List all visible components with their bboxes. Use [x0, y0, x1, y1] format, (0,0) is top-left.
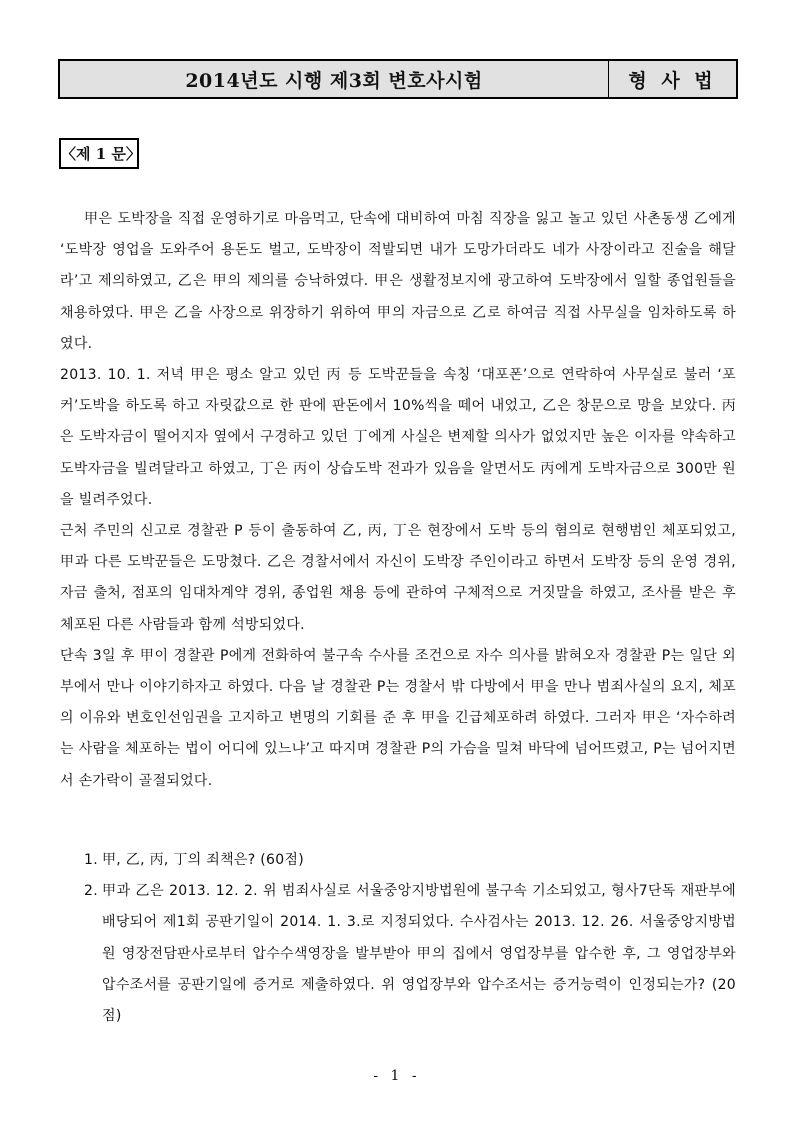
question-number-tag: 〈제 1 문〉	[59, 138, 139, 169]
question-number: 2.	[84, 883, 98, 900]
case-facts	[60, 204, 736, 797]
paragraph: 단속 3일 후 甲이 경찰관 P에게 전화하여 불구속 수사를 조건으로 자수 의사를 밝혀오자 경찰관 P는 일단 외부에서 만나 이야기하자고 하였다. 다음 날 경찰관 P는 경찰서 밖 다방에서 甲을 만나 범죄사실의 요지, 체포의 이유와 변호인선임권을 고지하고 변명의 기회를 준 후 甲을 긴급체포하려 하였다. 그러자 甲은 ‘자수하려는 사람을 체포하는 법이 어디에 있느냐’고 따지며 경찰관 P의 가슴을 밀쳐 바닥에 넘어뜨렸고, P는 넘어지면서 손가락이 골절되었다.	[60, 647, 736, 789]
exam-title: 2014년도 시행 제3회 변호사시험	[60, 61, 609, 97]
question-number: 1.	[84, 852, 98, 868]
question-item	[84, 845, 736, 876]
question-list	[84, 845, 736, 1032]
paragraph: 甲은 도박장을 직접 운영하기로 마음먹고, 단속에 대비하여 마침 직장을 잃고 놀고 있던 사촌동생 乙에게 ‘도박장 영업을 도와주어 용돈도 벌고, 도박장이 적발되면 내가 도망가더라도 네가 사장이라고 진술을 해달라’고 제의하였고, 乙은 甲의 제의를 승낙하였다. 甲은 생활정보지에 광고하여 도박장에서 일할 종업원들을 채용하였다. 甲은 乙을 사장으로 위장하기 위하여 甲의 자금으로 乙로 하여금 직접 사무실을 임차하도록 하였다.	[60, 211, 736, 352]
question-text: 甲, 乙, 丙, 丁의 죄책은? (60점)	[102, 852, 304, 868]
question-text: 甲과 乙은 2013. 12. 2. 위 범죄사실로 서울중앙지방법원에 불구속 기소되었고, 형사7단독 재판부에 배당되어 제1회 공판기일이 2014. 1. 3.로 지정되었다. 수사검사는 2013. 12. 26. 서울중앙지방법원 영장전담판사로부터 압수수색영장을 발부받아 甲의 집에서 영업장부를 압수한 후, 그 영업장부와 압수조서를 공판기일에 증거로 제출하였다. 위 영업장부와 압수조서는 증거능력이 인정되는가? (20점)	[102, 883, 736, 1025]
exam-subject: 형 사 법	[628, 69, 717, 92]
question-item	[84, 876, 736, 1032]
page-number: - 1 -	[373, 1068, 421, 1084]
exam-header	[58, 59, 738, 99]
paragraph: 2013. 10. 1. 저녁 甲은 평소 알고 있던 丙 등 도박꾼들을 속칭 ‘대포폰’으로 연락하여 사무실로 불러 ‘포커’도박을 하도록 하고 자릿값으로 한 판에 판돈에서 10%씩을 떼어 내었고, 乙은 창문으로 망을 보았다. 丙은 도박자금이 떨어지자 옆에서 구경하고 있던 丁에게 사실은 변제할 의사가 없었지만 높은 이자를 약속하고 도박자금을 빌려달라고 하였고, 丁은 丙이 상습도박 전과가 있음을 알면서도 丙에게 도박자금으로 300만 원을 빌려주었다.	[60, 367, 736, 508]
paragraph: 근처 주민의 신고로 경찰관 P 등이 출동하여 乙, 丙, 丁은 현장에서 도박 등의 혐의로 현행범인 체포되었고, 甲과 다른 도박꾼들은 도망쳤다. 乙은 경찰서에서 자신이 도박장 주인이라고 하면서 도박장 등의 운영 경위, 자금 출처, 점포의 임대차계약 경위, 종업원 채용 등에 관하여 구체적으로 거짓말을 하였고, 조사를 받은 후 체포된 다른 사람들과 함께 석방되었다.	[60, 523, 736, 633]
